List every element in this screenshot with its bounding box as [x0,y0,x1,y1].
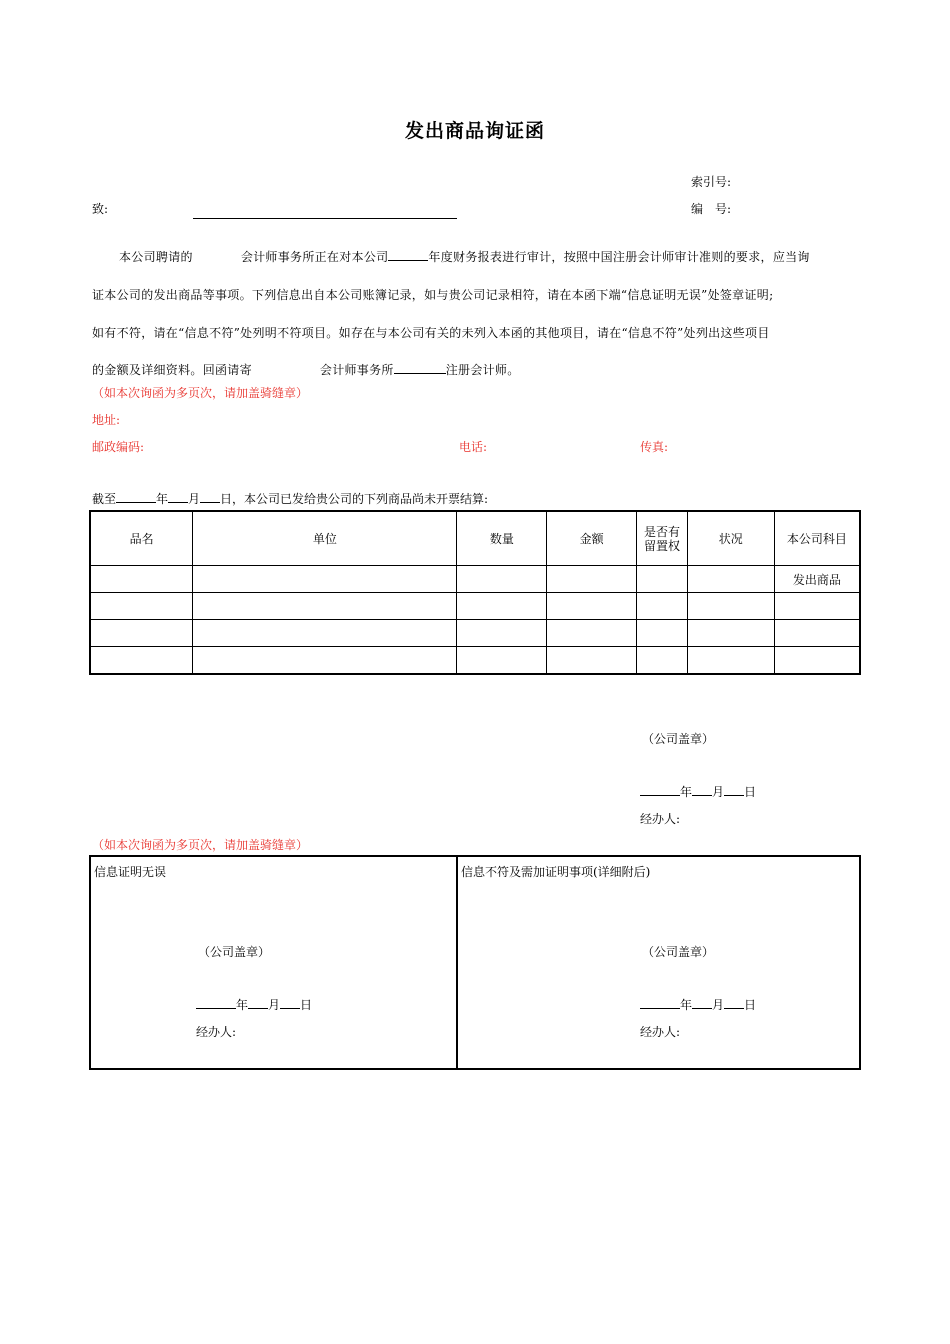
sign-day: 日 [744,785,757,799]
reply-right-date [640,996,756,1013]
cutoff-day-blank[interactable] [200,491,220,503]
table-header-row [90,511,860,566]
recipient-label: 致: [92,202,109,216]
reply-left-month: 月 [268,998,281,1012]
table-cell[interactable] [774,593,860,620]
table-cell[interactable] [637,647,688,675]
postcode-label: 邮政编码: [92,440,145,454]
company-sign-date [640,783,756,800]
reply-left-year-blank[interactable] [196,997,236,1009]
reply-right-handler: 经办人: [640,1025,681,1039]
reply-left-month-blank[interactable] [248,997,268,1009]
table-cell[interactable] [637,593,688,620]
seal-note-top: （如本次询函为多页次，请加盖骑缝章） [92,386,309,400]
table-cell[interactable] [547,566,637,593]
table-cell[interactable] [457,647,547,675]
table-cell[interactable] [90,566,193,593]
table-cell[interactable] [637,620,688,647]
company-seal-label: （公司盖章） [642,732,715,746]
header-account: 本公司科目 [774,511,860,566]
header-item-name: 品名 [90,511,193,566]
body-line-1 [92,248,810,265]
table-cell[interactable] [687,566,774,593]
reply-left-seal: （公司盖章） [198,945,271,959]
body-line-4-a: 的金额及详细资料。回函请寄 [92,363,252,377]
reply-confirmed-title: 信息证明无误 [94,865,167,879]
seal-note-bottom: （如本次询函为多页次，请加盖骑缝章） [92,838,309,852]
body-line-1-a: 本公司聘请的 [119,250,193,264]
table-cell[interactable]: 发出商品 [774,566,860,593]
reply-right-day: 日 [744,998,757,1012]
reply-right-seal: （公司盖章） [642,945,715,959]
table-row [90,566,860,593]
body-line-1-b: 会计师事务所正在对本公司 [240,250,389,264]
table-cell[interactable] [193,593,457,620]
table-cell[interactable] [774,620,860,647]
cutoff-year: 年 [156,492,169,506]
sign-month: 月 [712,785,725,799]
table-cell[interactable] [90,593,193,620]
reply-left-date [196,996,312,1013]
table-cell[interactable] [687,593,774,620]
sign-day-blank[interactable] [724,784,744,796]
reply-left-day-blank[interactable] [280,997,300,1009]
cutoff-day-text: 日，本公司已发给贵公司的下列商品尚未开票结算: [220,492,489,506]
sign-year: 年 [680,785,693,799]
table-cell[interactable] [457,593,547,620]
cpa-name-blank[interactable] [394,362,446,374]
table-cell[interactable] [547,647,637,675]
table-cell[interactable] [90,647,193,675]
table-cell[interactable] [193,566,457,593]
index-number-label: 索引号: [691,175,732,189]
reply-right-month: 月 [712,998,725,1012]
audit-year-blank[interactable] [388,249,428,261]
cutoff-month: 月 [188,492,201,506]
header-quantity: 数量 [457,511,547,566]
header-unit: 单位 [193,511,457,566]
table-cell[interactable] [193,647,457,675]
header-lien: 是否有留置权 [637,511,688,566]
reply-left-year: 年 [236,998,249,1012]
reply-box [89,855,861,1070]
cutoff-prefix: 截至 [92,492,117,506]
table-cell[interactable] [637,566,688,593]
page-title: 发出商品询证函 [404,120,545,142]
sign-year-blank[interactable] [640,784,680,796]
table-cell[interactable] [774,647,860,675]
table-cell[interactable] [90,620,193,647]
reply-left-day: 日 [300,998,313,1012]
reply-right-day-blank[interactable] [724,997,744,1009]
body-line-2: 证本公司的发出商品等事项。下列信息出自本公司账簿记录，如与贵公司记录相符，请在本函下端“信息证明无误”处签章证明; [92,288,774,302]
header-amount: 金额 [547,511,637,566]
reply-right-month-blank[interactable] [692,997,712,1009]
cutoff-year-blank[interactable] [116,491,156,503]
cutoff-month-blank[interactable] [168,491,188,503]
reply-left-handler: 经办人: [196,1025,237,1039]
body-line-1-c: 年度财务报表进行审计，按照中国注册会计师审计准则的要求，应当询 [428,250,810,264]
body-line-4-b: 会计师事务所 [319,363,394,377]
reply-right-year: 年 [680,998,693,1012]
phone-label: 电话: [459,440,488,454]
sign-month-blank[interactable] [692,784,712,796]
reply-confirmed-section[interactable] [91,857,458,1068]
table-cell[interactable] [547,593,637,620]
table-cell[interactable] [687,620,774,647]
reply-right-year-blank[interactable] [640,997,680,1009]
table-row [90,647,860,675]
reply-mismatch-section[interactable] [458,857,859,1068]
serial-number-label: 编 号: [691,202,732,216]
body-line-3: 如有不符，请在“信息不符”处列明不符项目。如存在与本公司有关的未列入本函的其他项目，请在“信息不符”处列出这些项目 [92,326,770,340]
table-cell[interactable] [457,566,547,593]
table-row [90,620,860,647]
table-cell[interactable] [687,647,774,675]
body-line-4-c: 注册会计师。 [445,363,520,377]
reply-mismatch-title: 信息不符及需加证明事项(详细附后) [461,865,651,879]
company-handler-label: 经办人: [640,812,681,826]
header-status: 状况 [687,511,774,566]
table-cell[interactable] [193,620,457,647]
address-label: 地址: [92,413,121,427]
cutoff-line [92,490,488,507]
table-row [90,593,860,620]
table-cell[interactable] [457,620,547,647]
fax-label: 传真: [640,440,669,454]
recipient-underline[interactable] [193,218,457,219]
goods-table [89,510,861,675]
body-line-4 [92,361,520,378]
table-cell[interactable] [547,620,637,647]
